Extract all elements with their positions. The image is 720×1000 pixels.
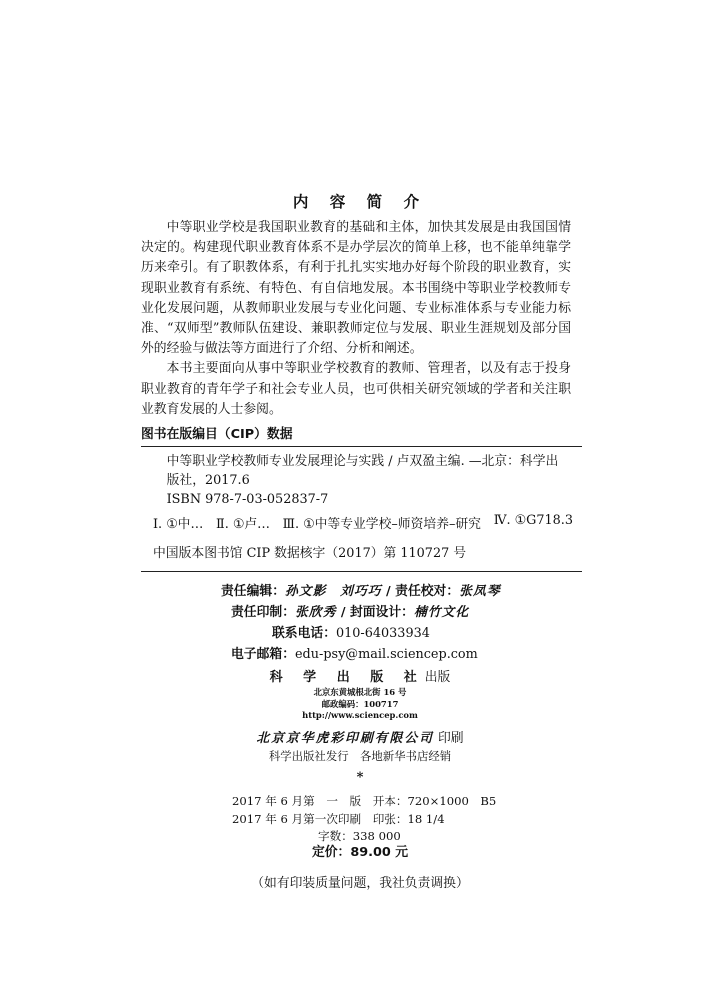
printer-line [0, 727, 720, 746]
cip-class-item: Ⅰ. ①中… [153, 517, 204, 532]
editor-label: 责任编辑： [221, 584, 285, 599]
separator-star: * [356, 770, 364, 785]
summary-paragraph: 本书主要面向从事中等职业学校教育的教师、管理者，以及有志于投身职业教育的青年学子和社会专业人员，也可供相关研究领域的学者和关注职业教育发展的人士参阅。 [141, 361, 571, 417]
credits-editors [0, 580, 720, 599]
proofreader-label: / 责任校对： [381, 584, 460, 599]
distribution-line: 科学出版社发行 各地新华书店经销 [268, 749, 452, 763]
divider [141, 571, 582, 572]
credits-phone [0, 622, 720, 641]
proofreader-value: 张凤琴 [459, 584, 501, 599]
cip-classification [153, 513, 573, 532]
email-label: 电子邮箱： [231, 647, 295, 662]
cip-line: 中等职业学校教师专业发展理论与实践 / 卢双盈主编. —北京：科学出 [166, 454, 559, 469]
publisher-suffix: 出版 [424, 670, 451, 685]
printing-value: 张欣秀 [294, 605, 337, 620]
summary-title: 内 容 简 介 [292, 193, 428, 211]
edition-spec: 2017 年 6 月第 一 版 开本：720×1000 B5 [232, 794, 497, 808]
editor-value: 孙文影 刘巧巧 [284, 584, 382, 599]
price: 定价：89.00 元 [311, 845, 409, 860]
divider [141, 446, 582, 447]
phone-label: 联系电话： [272, 626, 336, 641]
publisher-address: 北京东黄城根北街 16 号 [313, 687, 407, 697]
cip-entry [141, 452, 583, 509]
cip-heading: 图书在版编目（CIP）数据 [141, 427, 293, 442]
summary-text [141, 218, 571, 420]
publisher-website: http://www.sciencep.com [302, 710, 418, 720]
cip-record-number: 中国版本图书馆 CIP 数据核字（2017）第 110727 号 [153, 546, 467, 561]
summary-paragraph: 中等职业学校是我国职业教育的基础和主体，加快其发展是由我国国情决定的。构建现代职业教育体系不是办学层次的简单上移，也不能单纯靠学历来牵引。有了职教体系，有利于扎扎实实地办好每个阶段的职业教育，实现职业教育有系统、有特色、有自信地发展。本书围绕中等职业学校教师专业化发展问题，从教师职业发展与专业化问题、专业标准体系与专业能力标准、“双师型”教师队伍建设、兼职教师定位与发展、职业生涯规划及部分国外的经验与做法等方面进行了介绍、分析和阐述。 [141, 220, 571, 357]
cip-class-item: Ⅱ. ①卢… [216, 517, 270, 532]
cip-class-item: Ⅲ. ①中等专业学校–师资培养–研究 [282, 517, 481, 532]
cover-label: / 封面设计： [336, 605, 414, 620]
cip-class-item: Ⅳ. ①G718.3 [493, 513, 573, 528]
printing-spec: 2017 年 6 月第一次印刷 印张：18 1/4 [232, 812, 445, 826]
email-value: edu-psy@mail.sciencep.com [294, 647, 478, 662]
credits-email [0, 643, 720, 662]
credits-production [0, 601, 720, 620]
publisher-name: 科 学 出 版 社 [269, 670, 425, 685]
printer-name: 北京京华虎彩印刷有限公司 [256, 731, 434, 746]
cover-value: 楠竹文化 [413, 605, 470, 620]
cip-line: 版社，2017.6 [166, 473, 250, 488]
phone-value: 010-64033934 [335, 626, 430, 641]
printing-label: 责任印制： [231, 605, 295, 620]
printer-suffix: 印刷 [433, 731, 464, 746]
cip-isbn: ISBN 978-7-03-052837-7 [166, 492, 329, 507]
word-count: 字数：338 000 [318, 829, 401, 843]
publisher-line [0, 666, 720, 685]
publisher-postcode: 邮政编码：100717 [321, 699, 399, 709]
quality-notice: （如有印装质量问题，我社负责调换） [251, 876, 469, 891]
